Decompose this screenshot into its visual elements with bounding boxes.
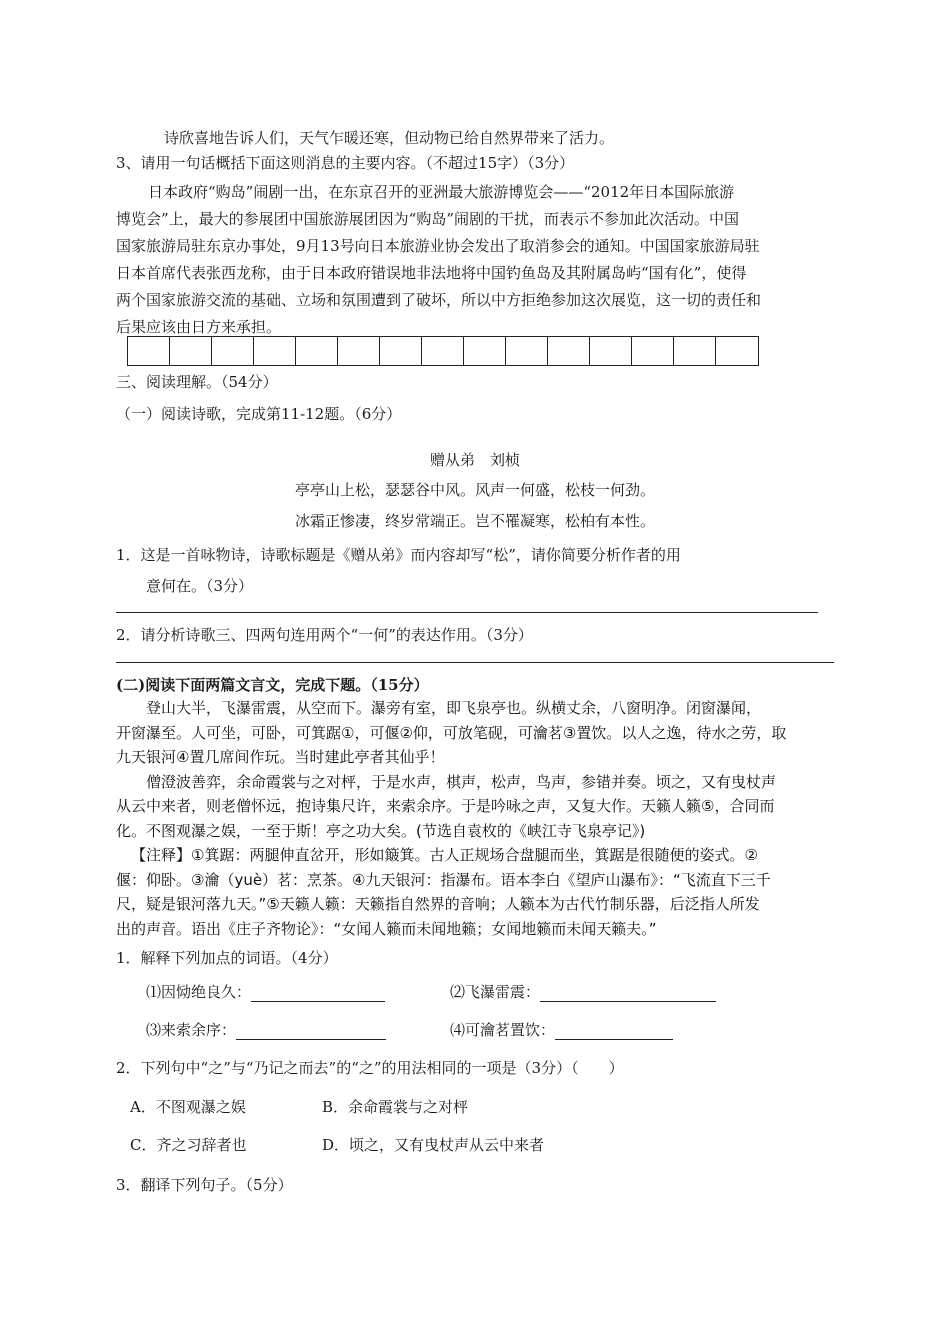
option-c[interactable]: C．齐之习辞者也	[130, 1136, 247, 1154]
poem-title: 赠从弟 刘桢	[429, 451, 520, 469]
annotation-line: 【注释】①箕踞：两腿伸直岔开，形如簸箕。古人正规场合盘腿而坐，箕踞是很随便的姿式。②	[131, 846, 758, 864]
classical-line: 开窗瀑至。人可坐，可卧，可箕踞①，可偃②仰，可放笔砚，可瀹茗③置饮。以人之逸，待水之劳，取	[116, 723, 787, 742]
q3-news-line: 日本政府“购岛”闹剧一出，在东京召开的亚洲最大旅游博览会——“2012年日本国际旅游	[148, 183, 735, 201]
q3-answer-grid[interactable]	[127, 336, 759, 366]
vocab-label: ⑶来索余序：	[146, 1021, 237, 1039]
vocab-item	[450, 1020, 673, 1040]
q3-news-line: 两个国家旅游交流的基础、立场和氛围遭到了破坏，所以中方拒绝参加这次展览，这一切的责任和	[116, 291, 762, 309]
vocab-answer-blank[interactable]	[236, 1023, 386, 1040]
answer-grid-cell[interactable]	[548, 337, 590, 365]
q3-news-passage	[116, 179, 836, 341]
option-d[interactable]: D．顷之，又有曳杖声从云中来者	[322, 1136, 545, 1154]
annotation-line: 出的声音。语出《庄子齐物论》：“女闻人籁而未闻地籁；女闻地籁而未闻天籁夫。”	[116, 919, 657, 938]
answer-grid-cell[interactable]	[632, 337, 674, 365]
part1-q2: 2．请分析诗歌三、四两句连用两个“一何”的表达作用。（3分）	[116, 626, 533, 644]
option-b[interactable]: B．余命霞裳与之对枰	[322, 1098, 469, 1116]
classical-line: 化。不图观瀑之娱，一至于斯！亭之功大矣。(节选自袁枚的《峡江寺飞泉亭记》)	[116, 821, 646, 840]
part1-q1-line1: 1．这是一首咏物诗，诗歌标题是《赠从弟》而内容却写“松”，请你简要分析作者的用	[116, 546, 681, 564]
part2-q3-prompt: 3．翻译下列句子。（5分）	[116, 1176, 293, 1194]
vocab-label: ⑴因恸绝良久：	[146, 983, 252, 1001]
poem-line: 冰霜正惨凄，终岁常端正。岂不罹凝寒，松柏有本性。	[294, 512, 655, 530]
q3-news-line: 日本首席代表张西龙称，由于日本政府错误地非法地将中国钓鱼岛及其附属岛屿“国有化”，使得	[116, 264, 747, 282]
answer-grid-cell[interactable]	[716, 337, 758, 365]
vocab-label: ⑷可瀹茗置饮：	[450, 1021, 556, 1039]
answer-line[interactable]	[116, 662, 834, 663]
part1-q1-line2: 意何在。（3分）	[146, 577, 254, 595]
classical-line: 九天银河④置几席间作玩。当时建此亭者其仙乎！	[116, 748, 445, 766]
section3-title: 三、阅读理解。（54分）	[116, 373, 278, 391]
vocab-item	[146, 1020, 386, 1040]
answer-grid-cell[interactable]	[506, 337, 548, 365]
option-a[interactable]: A．不图观瀑之娱	[130, 1098, 246, 1116]
answer-grid-cell[interactable]	[128, 337, 170, 365]
vocab-item	[146, 982, 385, 1002]
vocab-label: ⑵飞瀑雷震：	[450, 983, 541, 1001]
vocab-item	[450, 982, 716, 1002]
q3-prompt: 3、请用一句话概括下面这则消息的主要内容。（不超过15字）（3分）	[116, 154, 575, 172]
annotation-line: 偃：仰卧。③瀹（yuè）茗：烹茶。④九天银河：指瀑布。语本李白《望庐山瀑布》：“飞流直下三千	[116, 870, 771, 889]
vocab-answer-blank[interactable]	[251, 985, 385, 1002]
classical-line: 登山大半，飞瀑雷震，从空而下。瀑旁有室，即飞泉亭也。纵横丈余，八窗明净。闭窗瀑闻，	[146, 699, 762, 717]
classical-line: 僧澄波善弈，余命霞裳与之对枰，于是水声，棋声，松声，鸟声，参错并奏。顷之，又有曳杖声	[146, 772, 777, 791]
answer-grid-cell[interactable]	[422, 337, 464, 365]
part2-q2-prompt: 2．下列句中“之”与“乃记之而去”的“之”的用法相同的一项是（3分）（ ）	[116, 1059, 624, 1077]
classical-line: 从云中来者，则老僧怀远，抱诗集尺许，来索余序。于是吟咏之声，又复大作。天籁人籁⑤，合同而	[116, 797, 775, 815]
poem-line: 亭亭山上松，瑟瑟谷中风。风声一何盛，松枝一何劲。	[294, 481, 655, 499]
part2-q1-prompt: 1．解释下列加点的词语。（4分）	[116, 949, 338, 967]
q3-news-line: 国家旅游局驻东京办事处，9月13号向日本旅游业协会发出了取消参会的通知。中国国家旅游局驻	[116, 237, 760, 255]
annotation-line: 尺，疑是银河落九天。”⑤天籁人籁：天籁指自然界的音响；人籁本为古代竹制乐器，后泛指人所发	[116, 895, 760, 913]
answer-grid-cell[interactable]	[296, 337, 338, 365]
answer-grid-cell[interactable]	[338, 337, 380, 365]
answer-grid-cell[interactable]	[170, 337, 212, 365]
answer-grid-cell[interactable]	[380, 337, 422, 365]
answer-grid-cell[interactable]	[590, 337, 632, 365]
vocab-answer-blank[interactable]	[540, 985, 716, 1002]
answer-grid-cell[interactable]	[254, 337, 296, 365]
q3-news-line: 后果应该由日方来承担。	[116, 318, 282, 336]
vocab-answer-blank[interactable]	[555, 1023, 673, 1040]
q3-news-line: 博览会”上，最大的参展团中国旅游展团因为“购岛”闹剧的干扰，而表示不参加此次活动。中国	[116, 210, 740, 228]
answer-grid-cell[interactable]	[674, 337, 716, 365]
part1-title: （一）阅读诗歌，完成第11-12题。（6分）	[116, 405, 402, 423]
prev-answer-tail: 诗欣喜地告诉人们，天气乍暖还寒，但动物已给自然界带来了活力。	[164, 129, 615, 147]
answer-grid-cell[interactable]	[212, 337, 254, 365]
classical-text	[116, 696, 861, 941]
answer-line[interactable]	[116, 612, 818, 613]
part2-title: (二)阅读下面两篇文言文，完成下题。（15分）	[116, 676, 429, 694]
answer-grid-cell[interactable]	[464, 337, 506, 365]
